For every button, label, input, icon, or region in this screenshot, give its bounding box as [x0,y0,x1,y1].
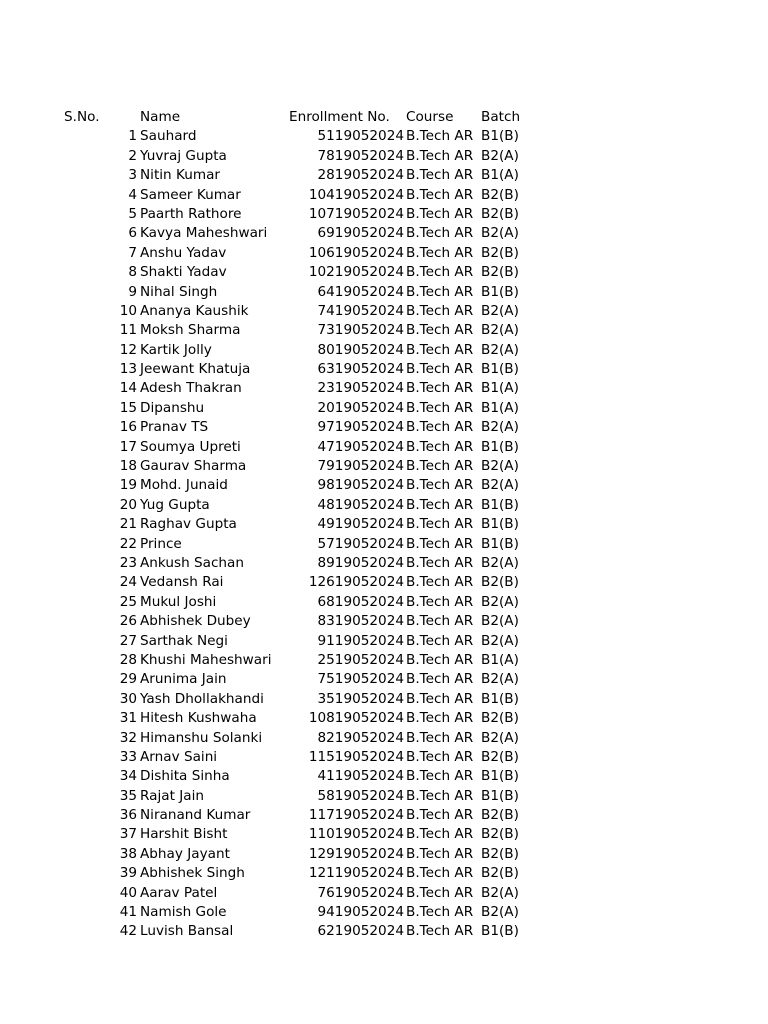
cell-enrollment: 10819052024 [308,710,404,727]
cell-sno: 13 [119,361,137,378]
cell-batch: B1(A) [481,380,519,397]
cell-course: B.Tech AR [406,865,474,882]
cell-batch: B2(A) [481,593,519,610]
cell-batch: B2(A) [481,419,519,436]
cell-enrollment: 9119052024 [317,632,404,649]
cell-name: Niranand Kumar [140,807,251,824]
cell-enrollment: 10719052024 [308,205,404,222]
cell-name: Harshit Bisht [140,826,228,843]
table-row [0,709,768,728]
cell-batch: B2(B) [481,807,519,824]
cell-sno: 15 [119,399,137,416]
cell-sno: 8 [128,264,137,281]
cell-course: B.Tech AR [406,651,474,668]
cell-enrollment: 7319052024 [317,322,404,339]
cell-batch: B1(B) [481,690,519,707]
cell-course: B.Tech AR [406,419,474,436]
table-row [0,341,768,360]
cell-enrollment: 2319052024 [317,380,404,397]
cell-sno: 6 [128,225,137,242]
cell-enrollment: 4819052024 [317,496,404,513]
cell-sno: 21 [119,516,137,533]
cell-name: Abhishek Singh [140,865,245,882]
cell-sno: 2 [128,147,137,164]
cell-name: Abhishek Dubey [140,613,251,630]
cell-enrollment: 9819052024 [317,477,404,494]
cell-batch: B2(A) [481,302,519,319]
table-row [0,418,768,437]
cell-name: Paarth Rathore [140,205,242,222]
cell-name: Sameer Kumar [140,186,241,203]
header-enrollment: Enrollment No. [289,109,390,125]
cell-course: B.Tech AR [406,399,474,416]
cell-course: B.Tech AR [406,264,474,281]
cell-sno: 31 [119,710,137,727]
cell-name: Mukul Joshi [140,593,217,610]
cell-course: B.Tech AR [406,593,474,610]
cell-course: B.Tech AR [406,904,474,921]
cell-enrollment: 4719052024 [317,438,404,455]
header-row [0,108,768,127]
cell-sno: 11 [119,322,137,339]
student-table [0,108,768,942]
table-row [0,554,768,573]
cell-batch: B2(B) [481,865,519,882]
table-row [0,787,768,806]
cell-course: B.Tech AR [406,535,474,552]
cell-batch: B2(B) [481,826,519,843]
cell-course: B.Tech AR [406,554,474,571]
cell-name: Nitin Kumar [140,167,221,184]
cell-course: B.Tech AR [406,341,474,358]
table-row [0,903,768,922]
cell-name: Dipanshu [140,399,205,416]
cell-batch: B2(B) [481,186,519,203]
cell-sno: 41 [119,904,137,921]
cell-course: B.Tech AR [406,225,474,242]
cell-sno: 36 [119,807,137,824]
cell-name: Himanshu Solanki [140,729,263,746]
cell-batch: B1(A) [481,167,519,184]
cell-enrollment: 6819052024 [317,593,404,610]
cell-batch: B2(B) [481,845,519,862]
cell-batch: B2(A) [481,729,519,746]
cell-course: B.Tech AR [406,380,474,397]
cell-batch: B2(A) [481,671,519,688]
cell-enrollment: 11519052024 [308,748,404,765]
cell-enrollment: 9419052024 [317,904,404,921]
table-row [0,690,768,709]
cell-batch: B1(B) [481,535,519,552]
cell-batch: B1(B) [481,768,519,785]
table-row [0,438,768,457]
table-row [0,806,768,825]
cell-enrollment: 6919052024 [317,225,404,242]
cell-batch: B2(B) [481,244,519,261]
table-row [0,884,768,903]
cell-course: B.Tech AR [406,516,474,533]
cell-name: Arunima Jain [140,671,227,688]
cell-name: Luvish Bansal [140,923,234,940]
cell-batch: B1(B) [481,361,519,378]
cell-name: Hitesh Kushwaha [140,710,257,727]
cell-enrollment: 10219052024 [308,264,404,281]
cell-batch: B2(B) [481,264,519,281]
cell-batch: B2(A) [481,613,519,630]
cell-batch: B2(A) [481,632,519,649]
cell-name: Pranav TS [140,419,209,436]
cell-enrollment: 7519052024 [317,671,404,688]
header-batch: Batch [481,109,521,125]
cell-sno: 35 [119,787,137,804]
cell-name: Khushi Maheshwari [140,651,272,668]
cell-name: Nihal Singh [140,283,218,300]
table-row [0,205,768,224]
cell-course: B.Tech AR [406,574,474,591]
table-row [0,457,768,476]
cell-enrollment: 7819052024 [317,147,404,164]
cell-enrollment: 7619052024 [317,884,404,901]
cell-sno: 18 [119,458,137,475]
cell-course: B.Tech AR [406,302,474,319]
cell-name: Arnav Saini [140,748,218,765]
cell-enrollment: 5719052024 [317,535,404,552]
cell-batch: B2(A) [481,341,519,358]
cell-sno: 25 [119,593,137,610]
cell-course: B.Tech AR [406,884,474,901]
cell-name: Adesh Thakran [140,380,242,397]
cell-name: Moksh Sharma [140,322,241,339]
cell-enrollment: 8019052024 [317,341,404,358]
table-row [0,845,768,864]
cell-batch: B2(B) [481,710,519,727]
cell-sno: 19 [119,477,137,494]
cell-sno: 39 [119,865,137,882]
cell-sno: 12 [119,341,137,358]
cell-sno: 27 [119,632,137,649]
cell-course: B.Tech AR [406,845,474,862]
cell-batch: B2(B) [481,205,519,222]
cell-batch: B2(A) [481,147,519,164]
table-row [0,127,768,146]
table-body [0,127,768,941]
cell-name: Raghav Gupta [140,516,237,533]
cell-sno: 42 [119,923,137,940]
table-row [0,360,768,379]
cell-enrollment: 12619052024 [308,574,404,591]
table-row [0,593,768,612]
cell-course: B.Tech AR [406,186,474,203]
table-row [0,632,768,651]
cell-course: B.Tech AR [406,205,474,222]
cell-name: Aarav Patel [140,884,218,901]
cell-name: Rajat Jain [140,787,204,804]
cell-name: Yash Dhollakhandi [140,690,264,707]
cell-name: Soumya Upreti [140,438,241,455]
cell-sno: 22 [119,535,137,552]
cell-batch: B1(A) [481,651,519,668]
cell-batch: B1(B) [481,516,519,533]
cell-name: Mohd. Junaid [140,477,228,494]
cell-batch: B1(B) [481,283,519,300]
cell-enrollment: 8219052024 [317,729,404,746]
cell-sno: 9 [128,283,137,300]
cell-name: Prince [140,535,182,552]
cell-sno: 23 [119,554,137,571]
cell-batch: B2(A) [481,884,519,901]
table-row [0,186,768,205]
cell-name: Ananya Kaushik [140,302,249,319]
cell-enrollment: 2019052024 [317,399,404,416]
cell-name: Jeewant Khatuja [140,361,251,378]
cell-course: B.Tech AR [406,477,474,494]
cell-name: Yug Gupta [140,496,210,513]
table-row [0,166,768,185]
table-row [0,147,768,166]
cell-course: B.Tech AR [406,710,474,727]
cell-course: B.Tech AR [406,748,474,765]
cell-sno: 37 [119,826,137,843]
cell-enrollment: 4919052024 [317,516,404,533]
cell-course: B.Tech AR [406,613,474,630]
cell-course: B.Tech AR [406,438,474,455]
cell-sno: 16 [119,419,137,436]
table-row [0,224,768,243]
table-row [0,535,768,554]
cell-name: Namish Gole [140,904,227,921]
cell-name: Gaurav Sharma [140,458,247,475]
cell-sno: 34 [119,768,137,785]
cell-enrollment: 10419052024 [308,186,404,203]
cell-name: Sarthak Negi [140,632,228,649]
cell-batch: B2(A) [481,477,519,494]
table-row [0,670,768,689]
cell-name: Vedansh Rai [140,574,224,591]
cell-batch: B2(B) [481,574,519,591]
cell-sno: 14 [119,380,137,397]
cell-name: Abhay Jayant [140,845,230,862]
cell-sno: 5 [128,205,137,222]
table-row [0,244,768,263]
cell-course: B.Tech AR [406,690,474,707]
table-row [0,864,768,883]
table-row [0,651,768,670]
cell-sno: 17 [119,438,137,455]
table-row [0,748,768,767]
cell-batch: B2(B) [481,748,519,765]
header-sno: S.No. [64,109,100,125]
cell-enrollment: 2519052024 [317,651,404,668]
cell-course: B.Tech AR [406,322,474,339]
cell-course: B.Tech AR [406,244,474,261]
cell-sno: 24 [119,574,137,591]
table-row [0,496,768,515]
cell-sno: 1 [128,128,137,145]
cell-name: Shakti Yadav [140,264,227,281]
cell-batch: B2(A) [481,904,519,921]
cell-batch: B2(A) [481,322,519,339]
cell-sno: 10 [119,302,137,319]
cell-sno: 29 [119,671,137,688]
header-name: Name [140,109,181,125]
cell-enrollment: 11719052024 [308,807,404,824]
cell-name: Dishita Sinha [140,768,230,785]
header-course: Course [406,109,454,125]
table-row [0,283,768,302]
cell-sno: 32 [119,729,137,746]
cell-course: B.Tech AR [406,283,474,300]
cell-enrollment: 12119052024 [308,865,404,882]
cell-enrollment: 7919052024 [317,458,404,475]
cell-enrollment: 5119052024 [317,128,404,145]
cell-batch: B1(A) [481,399,519,416]
table-row [0,379,768,398]
table-row [0,729,768,748]
cell-sno: 4 [128,186,137,203]
cell-enrollment: 8919052024 [317,554,404,571]
cell-enrollment: 4119052024 [317,768,404,785]
table-row [0,515,768,534]
cell-course: B.Tech AR [406,671,474,688]
table-row [0,476,768,495]
cell-name: Anshu Yadav [140,244,227,261]
cell-batch: B1(B) [481,128,519,145]
table-row [0,302,768,321]
cell-batch: B1(B) [481,787,519,804]
cell-enrollment: 3519052024 [317,690,404,707]
cell-course: B.Tech AR [406,147,474,164]
cell-course: B.Tech AR [406,496,474,513]
cell-name: Sauhard [140,128,197,145]
cell-course: B.Tech AR [406,807,474,824]
table-row [0,399,768,418]
table-row [0,612,768,631]
cell-enrollment: 6219052024 [317,923,404,940]
cell-sno: 7 [128,244,137,261]
cell-sno: 3 [128,167,137,184]
cell-course: B.Tech AR [406,458,474,475]
cell-enrollment: 7419052024 [317,302,404,319]
cell-batch: B2(A) [481,554,519,571]
cell-course: B.Tech AR [406,729,474,746]
cell-sno: 20 [119,496,137,513]
cell-enrollment: 2819052024 [317,167,404,184]
cell-name: Kavya Maheshwari [140,225,268,242]
cell-name: Yuvraj Gupta [140,147,227,164]
cell-name: Ankush Sachan [140,554,244,571]
table-row [0,767,768,786]
cell-enrollment: 5819052024 [317,787,404,804]
cell-sno: 33 [119,748,137,765]
cell-course: B.Tech AR [406,128,474,145]
cell-course: B.Tech AR [406,632,474,649]
cell-enrollment: 8319052024 [317,613,404,630]
cell-batch: B1(B) [481,923,519,940]
cell-course: B.Tech AR [406,787,474,804]
cell-course: B.Tech AR [406,768,474,785]
table-row [0,573,768,592]
cell-batch: B2(A) [481,225,519,242]
cell-sno: 28 [119,651,137,668]
cell-sno: 26 [119,613,137,630]
cell-course: B.Tech AR [406,361,474,378]
cell-course: B.Tech AR [406,826,474,843]
table-row [0,321,768,340]
cell-batch: B2(A) [481,458,519,475]
cell-course: B.Tech AR [406,167,474,184]
table-row [0,825,768,844]
table-row [0,263,768,282]
cell-enrollment: 12919052024 [308,845,404,862]
cell-sno: 30 [119,690,137,707]
cell-name: Kartik Jolly [140,341,212,358]
cell-enrollment: 11019052024 [308,826,404,843]
cell-sno: 38 [119,845,137,862]
cell-enrollment: 10619052024 [308,244,404,261]
cell-enrollment: 9719052024 [317,419,404,436]
cell-batch: B1(B) [481,438,519,455]
cell-enrollment: 6419052024 [317,283,404,300]
cell-batch: B1(B) [481,496,519,513]
cell-sno: 40 [119,884,137,901]
cell-enrollment: 6319052024 [317,361,404,378]
cell-course: B.Tech AR [406,923,474,940]
table-row [0,922,768,941]
